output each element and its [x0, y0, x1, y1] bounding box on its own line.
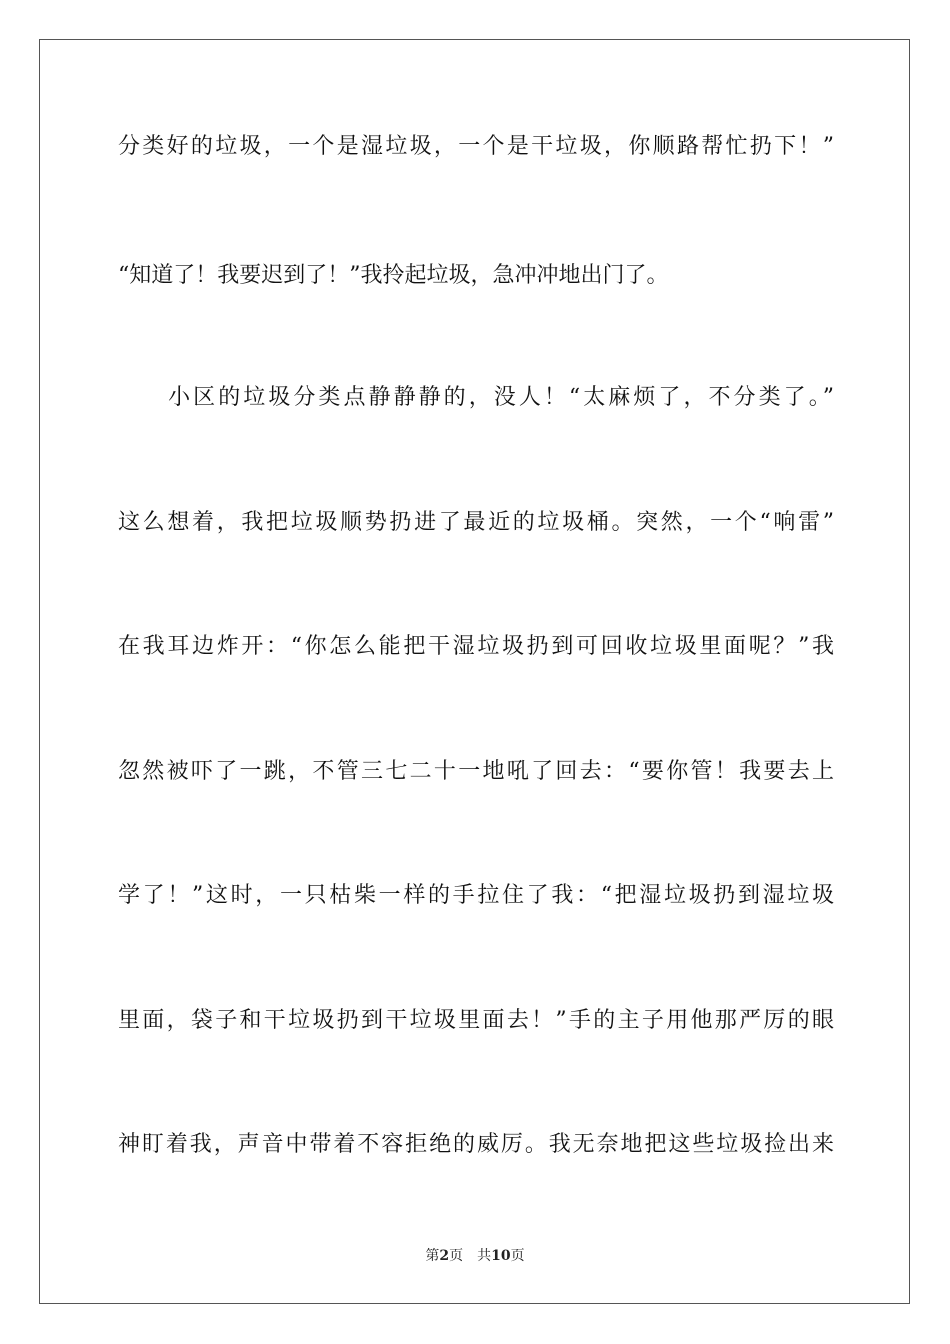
- text-line-4: 这么想着，我把垃圾顺势扔进了最近的垃圾桶。突然，一个“响雷”: [118, 510, 834, 535]
- text-line-8: 里面，袋子和干垃圾扔到干垃圾里面去！”手的主子用他那严厉的眼: [118, 1008, 834, 1033]
- footer-page-total: 10: [491, 1248, 511, 1264]
- text-line-9: 神盯着我，声音中带着不容拒绝的威厉。我无奈地把这些垃圾捡出来: [118, 1132, 834, 1157]
- text-line-7: 学了！”这时，一只枯柴一样的手拉住了我：“把湿垃圾扔到湿垃圾: [118, 883, 834, 908]
- text-line-5: 在我耳边炸开：“你怎么能把干湿垃圾扔到可回收垃圾里面呢？”我: [118, 634, 834, 659]
- text-line-3: 小区的垃圾分类点静静静的，没人！“太麻烦了，不分类了。”: [118, 385, 834, 410]
- text-line-2: “知道了！我要迟到了！”我拎起垃圾，急冲冲地出门了。: [118, 263, 669, 288]
- footer-page-suffix: 页: [510, 1248, 525, 1264]
- page-footer: [0, 1246, 950, 1266]
- footer-page-current: 2: [439, 1248, 450, 1264]
- footer-page-mid: 页 共: [449, 1248, 492, 1264]
- text-line-1: 分类好的垃圾，一个是湿垃圾，一个是干垃圾，你顺路帮忙扔下！”: [118, 134, 834, 159]
- page-border: [39, 39, 910, 1304]
- text-line-6: 忽然被吓了一跳，不管三七二十一地吼了回去：“要你管！我要去上: [118, 759, 834, 784]
- footer-page-prefix: 第: [425, 1248, 440, 1264]
